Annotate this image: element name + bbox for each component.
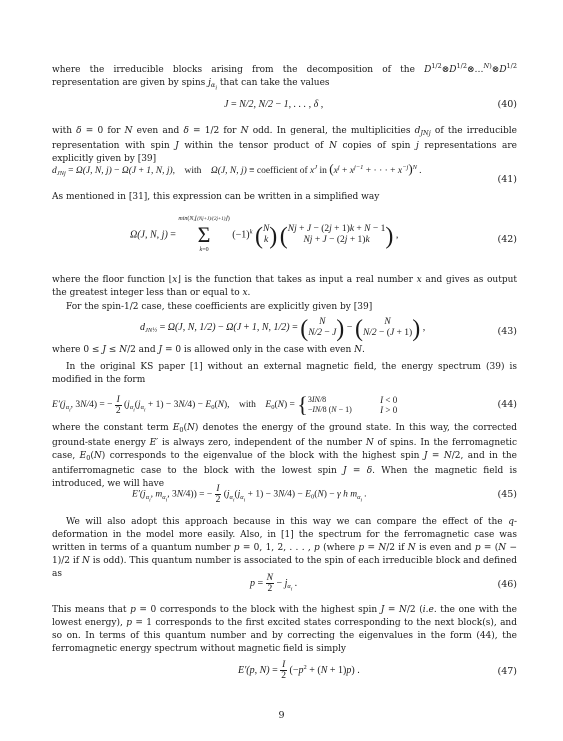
equation-46: p = $\frac{N}{2}$ − $j_{\alpha_i}$ . (46) [250, 573, 517, 594]
equation-number-44: (44) [497, 399, 517, 410]
equation-40: J = N/2, N/2 − 1, . . . , δ , (40) [224, 99, 517, 110]
paragraph-7: In the original KS paper [1] without an external magnetic field, the energy spectrum (39) is modified in the form [52, 362, 517, 385]
paragraph-3: As mentioned in [31], this expression can be written in a simplified way [52, 192, 380, 202]
equation-43: $d_{JN\frac{1}{2}} = \Omega(J$, N, 1/2) − Ω(J + 1, N, 1/2) = ( N N/2 − J) − ( N N/2 − (J + 1)) , (43) [140, 316, 517, 342]
page-number: 9 [278, 710, 285, 721]
equation-number-41: (41) [497, 174, 517, 185]
paragraph-1: where the irreducible blocks arising from the decomposition of the $D^{1/2}\otimes D^{1/2}\otimes\dots^{N)}\otimes D^{1/2}$ representation are given by spins $j_{\alpha_i}$ that can take the values [52, 62, 517, 92]
paragraph-8: where the constant term $E_0(N)$ denotes the energy of the ground state. In this way, the corrected ground-state energy E′ is always zero, independent of the number N of spins. In the ferromagnetic case, $E_0(N)$ corresponds to the eigenvalue of the block with the highest spin J = N/2, and in the antiferromagnetic case to the block with the lowest spin J = δ. When the magnetic field is introduced, we will have [52, 423, 518, 489]
equation-number-45: (45) [497, 489, 517, 500]
equation-number-43: (43) [497, 326, 517, 337]
equation-44: $E'(j_{\alpha_i}$, 3N/4) = − $\frac{I}{2}$ $(j_{\alpha_i}(j_{\alpha_i} + 1) - 3N/4) - E_0(N)$, with $E_0(N) = \{3IN/8$ −IN/8 (N − 1) I < 0 I > 0 (44) [52, 392, 517, 417]
paragraph-10: This means that p = 0 corresponds to the block with the highest spin J = N/2 (i.e. the one with the lowest energy), p = 1 corresponds to the first excited states corresponding to the next block(s), and so on. In terms of this quantum number and by correcting the eigenvalues in the form (44), the ferromagnetic energy spectrum without magnetic field is simply [52, 605, 518, 654]
equation-number-47: (47) [497, 666, 517, 677]
equation-47: E′(p, N) = $\frac{I}{2}$ $(-p^2 + (N + 1)p)$ . (47) [238, 660, 517, 681]
equation-45: $E'(j_{\alpha_i}$, $m_{\alpha_i}$, 3N/4)) = − $\frac{I}{2}$ $(j_{\alpha_i}(j_{\alpha_i} + 1) - 3N/4) - E_0(N) - \gamma$ h $m_{\alpha_i}$ . (45) [132, 484, 517, 505]
equation-number-42: (42) [497, 234, 517, 245]
equation-41: $d_{JNj} = \Omega(J$, N, j) − Ω(J + 1, N, j), with Ω(J, N, j) ≡ coefficient of $x^J$ in ($x^j + x^{j-1}$ + · · · + $x^{-j})^N$ . (41) [52, 161, 517, 185]
paragraph-9: We will also adopt this approach because in this way we can compare the effect of the q-deformation in the model more easily. Also, in [1] the spectrum for the ferromagnetic case was written in terms of a quantum number p = 0, 1, 2, . . . , p (where p = N/2 if N is even and p = (N − 1)/2 if N is odd). This quantum number is associated to the spin of each irreducible block and defined as [52, 517, 518, 579]
equation-number-40: (40) [497, 99, 517, 110]
equation-number-46: (46) [497, 579, 517, 590]
equation-42: Ω(J, N, j) = min(N,⌊(Nj+J)/(2j+1)⌋) Σ k=0 $(-1)^k$ (N k) (Nj + J − (2j + 1)k + N − 1 Nj + J − (2j + 1)k ) , (42) [130, 216, 517, 253]
paragraph-6: where 0 ≤ J ≤ N/2 and J = 0 is allowed only in the case with even N. [52, 345, 365, 355]
paragraph-5: For the spin-1/2 case, these coefficients are explicitly given by [39] [66, 302, 373, 312]
paragraph-2: with δ = 0 for N even and δ = 1/2 for N odd. In general, the multiplicities $d_{JNj}$ of the irreducible representation with spin J within the tensor product of N copies of spin j representations are explicitly given by [39] [52, 126, 517, 164]
summation-operator: min(N,⌊(Nj+J)/(2j+1)⌋) Σ k=0 [178, 216, 230, 253]
paragraph-4: where the floor function ⌊x⌋ is the function that takes as input a real number x and gives as output the greatest integer less than or equal to x. [52, 275, 517, 298]
